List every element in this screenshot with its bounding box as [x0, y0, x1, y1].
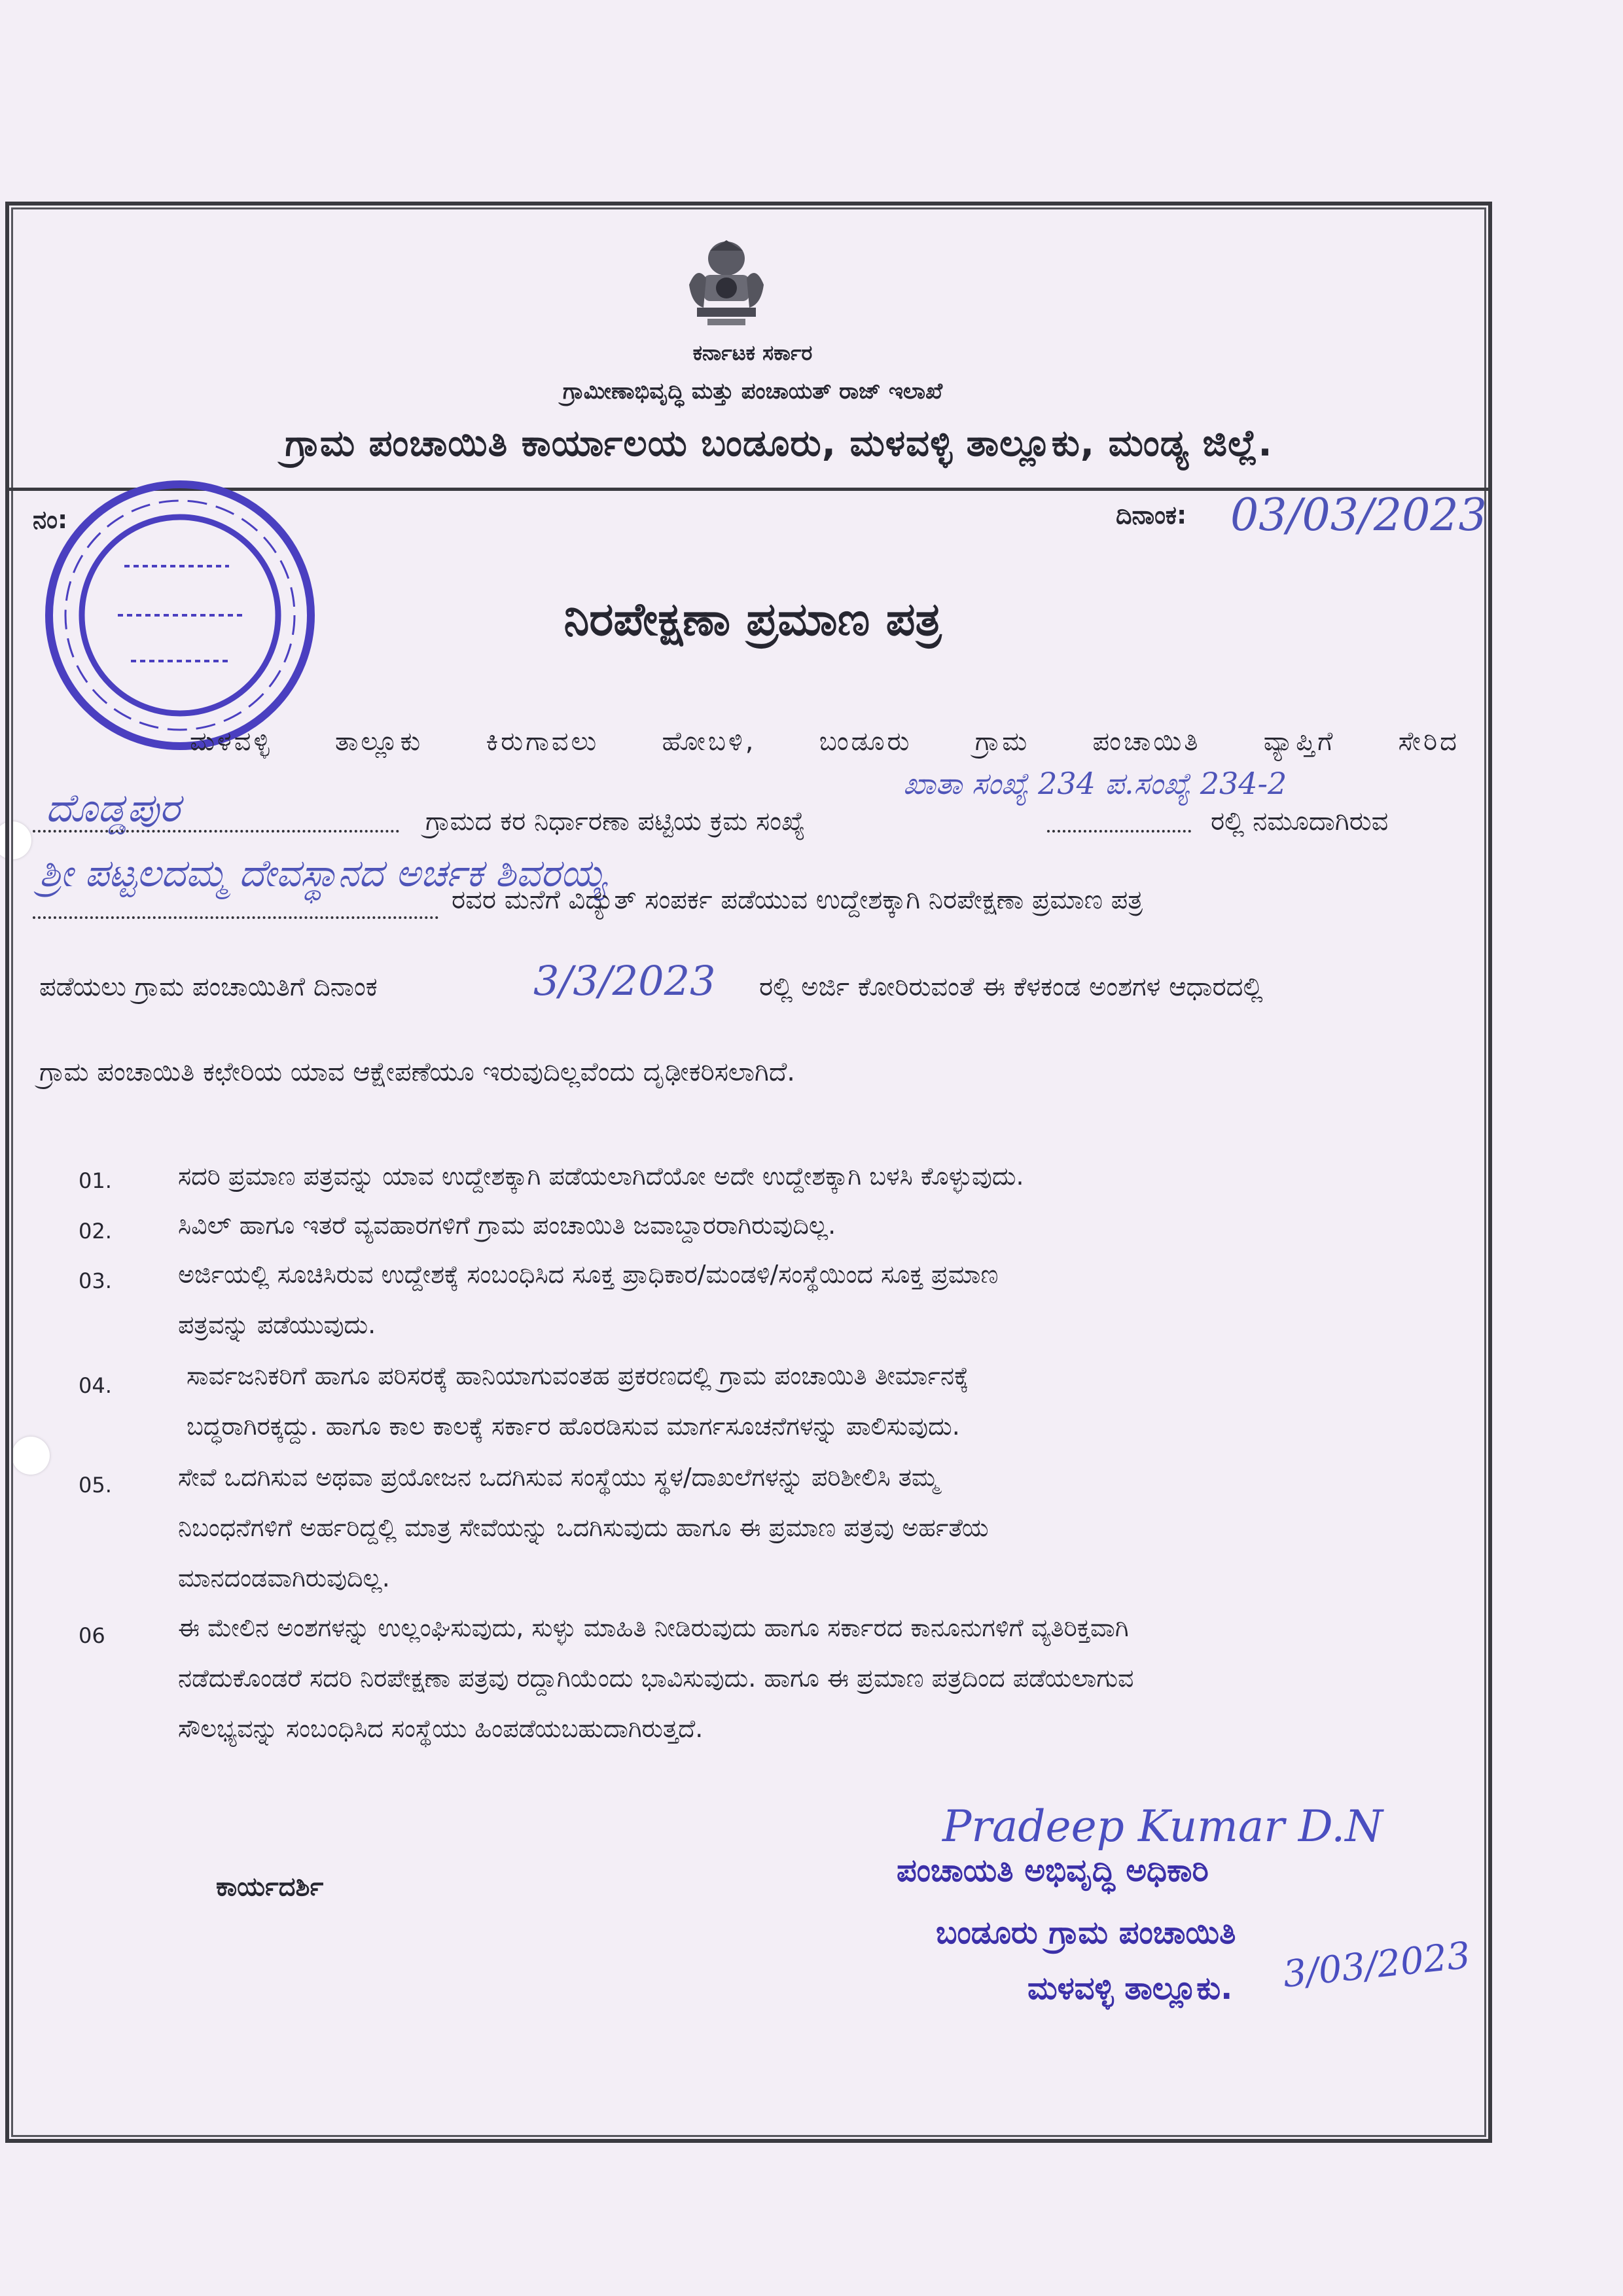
- date-label: ದಿನಾಂಕ:: [1116, 501, 1187, 529]
- ref-label: ನಂ:: [33, 505, 68, 534]
- government-name: ಕರ್ನಾಟಕ ಸರ್ಕಾರ: [692, 340, 813, 365]
- secretary-label: ಕಾರ್ಯದರ್ಶಿ: [216, 1872, 324, 1902]
- condition-text: ಸಾರ್ವಜನಿಕರಿಗೆ ಹಾಗೂ ಪರಿಸರಕ್ಕೆ ಹಾನಿಯಾಗುವಂತಹ ಪ್ರಕರಣದಲ್ಲಿ ಗ್ರಾಮ ಪಂಚಾಯಿತಿ ತೀರ್ಮಾನಕ್ಕೆ: [187, 1361, 969, 1390]
- applicant-dots: [33, 916, 438, 919]
- officer-stamp-line-1: ಪಂಚಾಯತಿ ಅಭಿವೃದ್ಧಿ ಅಧಿಕಾರಿ: [897, 1852, 1209, 1889]
- officer-stamp-line-3: ಮಳವಳ್ಳಿ ತಾಲ್ಲೂಕು.: [1027, 1970, 1233, 2007]
- khata-dots: [1047, 830, 1191, 833]
- body-line-1: ಮಳವಳ್ಳಿ ತಾಲ್ಲೂಕು ಕಿರುಗಾವಲು ಹೋಬಳಿ, ಬಂಡೂರು ಗ್ರಾಮ ಪಂಚಾಯಿತಿ ವ್ಯಾಪ್ತಿಗೆ ಸೇರಿದ: [190, 726, 1459, 757]
- body-line-4-start: ಪಡೆಯಲು ಗ್ರಾಮ ಪಂಚಾಯಿತಿಗೆ ದಿನಾಂಕ: [39, 972, 378, 1002]
- condition-number: 01.: [79, 1168, 112, 1193]
- condition-text: ಸೇವೆ ಒದಗಿಸುವ ಅಥವಾ ಪ್ರಯೋಜನ ಒದಗಿಸುವ ಸಂಸ್ಥೆಯು ಸ್ಥಳ/ದಾಖಲೆಗಳನ್ನು ಪರಿಶೀಲಿಸಿ ತಮ್ಮ: [178, 1463, 939, 1492]
- officer-signature: Pradeep Kumar D.N: [942, 1801, 1383, 1852]
- body-line-5: ಗ್ರಾಮ ಪಂಚಾಯಿತಿ ಕಛೇರಿಯ ಯಾವ ಆಕ್ಷೇಪಣೆಯೂ ಇರುವುದಿಲ್ಲವೆಂದು ದೃಢೀಕರಿಸಲಾಗಿದೆ.: [39, 1057, 796, 1087]
- certificate-title: ನಿರಪೇಕ್ಷಣಾ ಪ್ರಮಾಣ ಪತ್ರ: [563, 592, 942, 646]
- application-date: 3/3/2023: [533, 957, 716, 1005]
- khata-number: ಖಾತಾ ಸಂಖ್ಯೆ 234 ಪ.ಸಂಖ್ಯೆ 234-2: [903, 766, 1287, 801]
- date-value: 03/03/2023: [1230, 490, 1487, 541]
- condition-text: ಸಿವಿಲ್ ಹಾಗೂ ಇತರೆ ವ್ಯವಹಾರಗಳಿಗೆ ಗ್ರಾಮ ಪಂಚಾಯಿತಿ ಜವಾಬ್ದಾರರಾಗಿರುವುದಿಲ್ಲ.: [178, 1211, 836, 1240]
- department-name: ಗ್ರಾಮೀಣಾಭಿವೃದ್ಧಿ ಮತ್ತು ಪಂಚಾಯತ್ ರಾಜ್ ಇಲಾಖೆ: [562, 378, 943, 404]
- karnataka-emblem-icon: [684, 239, 769, 331]
- village-name: ದೊಡ್ಡಪುರ: [46, 785, 181, 831]
- body-line-4-end: ರಲ್ಲಿ ಅರ್ಜಿ ಕೋರಿರುವಂತೆ ಈ ಕೆಳಕಂಡ ಅಂಶಗಳ ಆಧಾರದಲ್ಲಿ: [759, 972, 1263, 1002]
- applicant-name: ಶ್ರೀ ಪಟ್ಟಲದಮ್ಮ ದೇವಸ್ಥಾನದ ಅರ್ಚಕ ಶಿವರಯ್ಯ: [39, 851, 607, 895]
- condition-text: ಬದ್ಧರಾಗಿರಕ್ಕದ್ದು. ಹಾಗೂ ಕಾಲ ಕಾಲಕ್ಕೆ ಸರ್ಕಾರ ಹೊರಡಿಸುವ ಮಾರ್ಗಸೂಚನೆಗಳನ್ನು ಪಾಲಿಸುವುದು.: [187, 1412, 960, 1441]
- body-line-2-mid: ಗ್ರಾಮದ ಕರ ನಿರ್ಧಾರಣಾ ಪಟ್ಟಿಯ ಕ್ರಮ ಸಂಖ್ಯೆ: [425, 806, 806, 836]
- condition-text: ನಡೆದುಕೊಂಡರೆ ಸದರಿ ನಿರಪೇಕ್ಷಣಾ ಪತ್ರವು ರದ್ದಾಗಿಯೆಂದು ಭಾವಿಸುವುದು. ಹಾಗೂ ಈ ಪ್ರಮಾಣ ಪತ್ರದಿಂದ ಪಡೆಯಲಾಗುವ: [178, 1664, 1134, 1693]
- condition-text: ಮಾನದಂಡವಾಗಿರುವುದಿಲ್ಲ.: [178, 1564, 390, 1592]
- body-line-3: ರವರ ಮನೆಗೆ ವಿದ್ಯುತ್ ಸಂಪರ್ಕ ಪಡೆಯುವ ಉದ್ದೇಶಕ್ಕಾಗಿ ನಿರಪೇಕ್ಷಣಾ ಪ್ರಮಾಣ ಪತ್ರ: [452, 885, 1143, 915]
- condition-text: ನಿಬಂಧನೆಗಳಿಗೆ ಅರ್ಹರಿದ್ದಲ್ಲಿ ಮಾತ್ರ ಸೇವೆಯನ್ನು ಒದಗಿಸುವುದು ಹಾಗೂ ಈ ಪ್ರಮಾಣ ಪತ್ರವು ಅರ್ಹತೆಯ: [178, 1513, 989, 1542]
- officer-stamp-line-2: ಬಂಡೂರು ಗ್ರಾಮ ಪಂಚಾಯಿತಿ: [936, 1914, 1236, 1951]
- condition-text: ಅರ್ಜಿಯಲ್ಲಿ ಸೂಚಿಸಿರುವ ಉದ್ದೇಶಕ್ಕೆ ಸಂಬಂಧಿಸಿದ ಸೂಕ್ತ ಪ್ರಾಧಿಕಾರ/ಮಂಡಳಿ/ಸಂಸ್ಥೆಯಿಂದ ಸೂಕ್ತ ಪ್ರಮಾಣ: [178, 1260, 999, 1289]
- condition-number: 02.: [79, 1219, 112, 1244]
- condition-number: 04.: [79, 1373, 112, 1398]
- office-name: ಗ್ರಾಮ ಪಂಚಾಯಿತಿ ಕಾರ್ಯಾಲಯ ಬಂಡೂರು, ಮಳವಳ್ಳಿ ತಾಲ್ಲೂಕು, ಮಂಡ್ಯ ಜಿಲ್ಲೆ.: [285, 422, 1273, 465]
- condition-number: 03.: [79, 1268, 112, 1293]
- condition-text: ಈ ಮೇಲಿನ ಅಂಶಗಳನ್ನು ಉಲ್ಲಂಘಿಸುವುದು, ಸುಳ್ಳು ಮಾಹಿತಿ ನೀಡಿರುವುದು ಹಾಗೂ ಸರ್ಕಾರದ ಕಾನೂನುಗಳಿಗೆ ವ್ಯತಿರಿಕ್ತವಾಗಿ: [178, 1613, 1129, 1642]
- condition-text: ಸದರಿ ಪ್ರಮಾಣ ಪತ್ರವನ್ನು ಯಾವ ಉದ್ದೇಶಕ್ಕಾಗಿ ಪಡೆಯಲಾಗಿದೆಯೋ ಅದೇ ಉದ್ದೇಶಕ್ಕಾಗಿ ಬಳಸಿ ಕೊಳ್ಳುವುದು.: [178, 1162, 1024, 1191]
- signature-date: 3/03/2023: [1281, 1934, 1472, 1996]
- body-line-2-end: ರಲ್ಲಿ ನಮೂದಾಗಿರುವ: [1211, 806, 1389, 836]
- condition-text: ಸೌಲಭ್ಯವನ್ನು ಸಂಬಂಧಿಸಿದ ಸಂಸ್ಥೆಯು ಹಿಂಪಡೆಯಬಹುದಾಗಿರುತ್ತದೆ.: [178, 1714, 704, 1743]
- village-dots: [33, 830, 399, 833]
- condition-number: 06: [79, 1623, 105, 1648]
- condition-number: 05.: [79, 1473, 112, 1498]
- condition-text: ಪತ್ರವನ್ನು ಪಡೆಯುವುದು.: [178, 1310, 376, 1339]
